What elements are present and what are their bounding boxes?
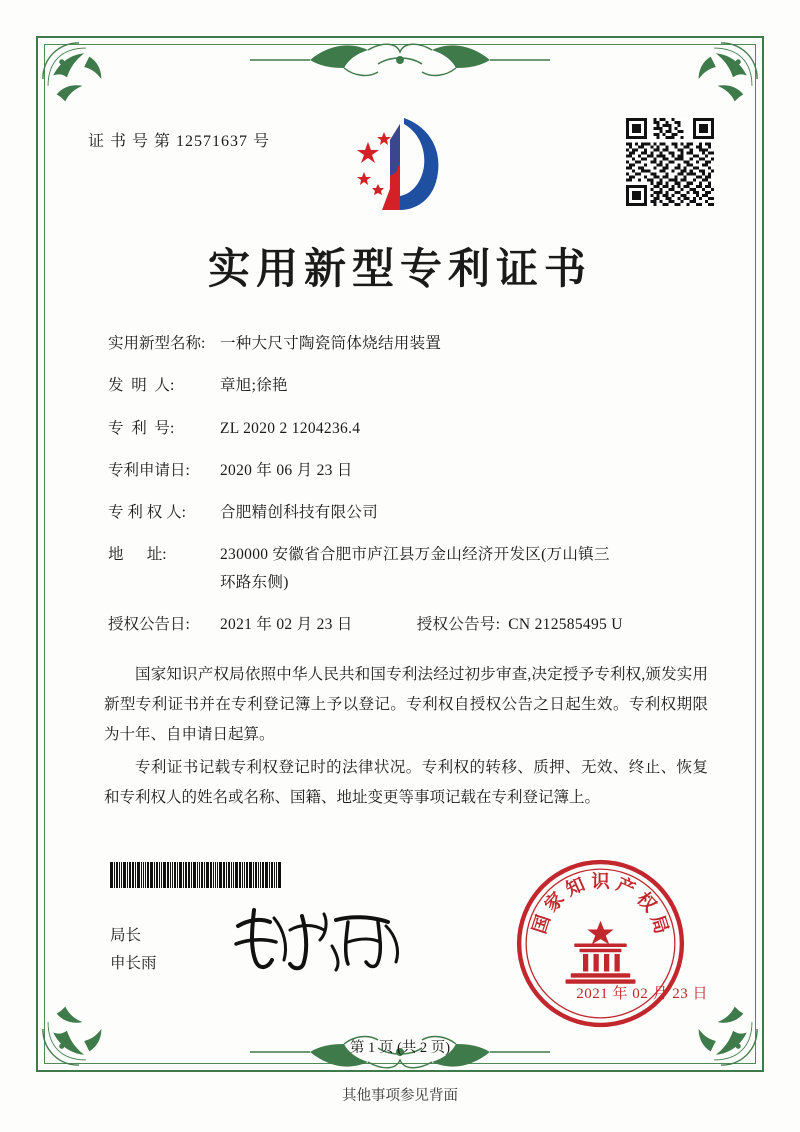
field-row-patentee — [108, 501, 710, 524]
svg-text:知: 知 — [562, 873, 588, 900]
field-label: 实用新型名称: — [108, 335, 206, 352]
field-value-grant — [220, 613, 710, 636]
grant-number-label: 授权公告号: — [416, 615, 501, 633]
field-label: 专 利 号: — [108, 419, 175, 437]
svg-text:权: 权 — [632, 888, 661, 916]
svg-text:国: 国 — [529, 912, 554, 937]
corner-ornament-icon — [36, 36, 122, 122]
svg-text:产: 产 — [613, 873, 639, 900]
body-text — [104, 660, 708, 815]
field-row-grant-announcement — [108, 613, 710, 636]
page-number: 第 1 页 (共 2 页) — [349, 1040, 451, 1056]
cnipa-logo-icon — [340, 110, 460, 220]
field-value-address — [220, 543, 710, 594]
director-name: 申长雨 — [110, 954, 157, 972]
director-title: 局长 — [110, 927, 142, 944]
page-title: 实用新型专利证书 — [207, 247, 592, 293]
corner-ornament-icon — [36, 986, 122, 1072]
field-row-application-date — [108, 459, 710, 482]
field-row-utility-model-name — [108, 332, 710, 355]
field-list — [108, 332, 710, 655]
grant-date-value: 2021 年 02 月 23 日 — [220, 615, 353, 633]
svg-text:识: 识 — [591, 871, 610, 892]
field-label: 专 利 权 人: — [108, 504, 186, 521]
field-label: 授权公告日: — [108, 615, 190, 633]
signature-block — [110, 922, 157, 978]
field-value: ZL 2020 2 1204236.4 — [220, 419, 361, 437]
paragraph-1: 国家知识产权局依照中华人民共和国专利法经过初步审查,决定授予专利权,颁发实用新型专利证书并在专利登记簿上予以登记。专利权自授权公告之日起生效。专利权期限为十年、自申请日起算。 — [104, 666, 708, 744]
field-value: 2020 年 06 月 23 日 — [220, 461, 353, 479]
field-value: 一种大尺寸陶瓷筒体烧结用装置 — [220, 335, 442, 352]
paragraph-2: 专利证书记载专利权登记时的法律状况。专利权的转移、质押、无效、终止、恢复和专利权人的姓名或名称、国籍、地址变更等事项记载在专利登记簿上。 — [104, 758, 708, 806]
field-value: 合肥精创科技有限公司 — [220, 504, 379, 521]
field-label: 地 址: — [108, 546, 167, 564]
handwritten-signature-icon — [228, 900, 418, 976]
field-row-patent-number — [108, 417, 710, 440]
footer-note: 其他事项参见背面 — [342, 1088, 458, 1104]
qr-code-icon — [626, 118, 714, 206]
field-label: 专利申请日: — [108, 461, 190, 479]
barcode — [110, 862, 330, 888]
official-seal — [513, 856, 688, 1031]
svg-text:局: 局 — [647, 912, 672, 937]
certificate-number: 证 书 号 第 12571637 号 — [88, 133, 271, 150]
field-value: 章旭;徐艳 — [220, 377, 288, 395]
seal-date: 2021 年 02 月 23 日 — [576, 986, 708, 1002]
field-label: 发 明 人: — [108, 377, 175, 395]
address-line-2: 环路东侧) — [220, 573, 289, 591]
field-row-address — [108, 543, 710, 594]
top-flourish-ornament-icon — [250, 38, 550, 82]
svg-text:家: 家 — [540, 888, 569, 916]
field-row-inventor — [108, 374, 710, 397]
corner-ornament-icon — [678, 36, 764, 122]
grant-number-value: CN 212585495 U — [508, 615, 623, 633]
address-line-1: 230000 安徽省合肥市庐江县万金山经济开发区(万山镇三 — [220, 546, 610, 564]
